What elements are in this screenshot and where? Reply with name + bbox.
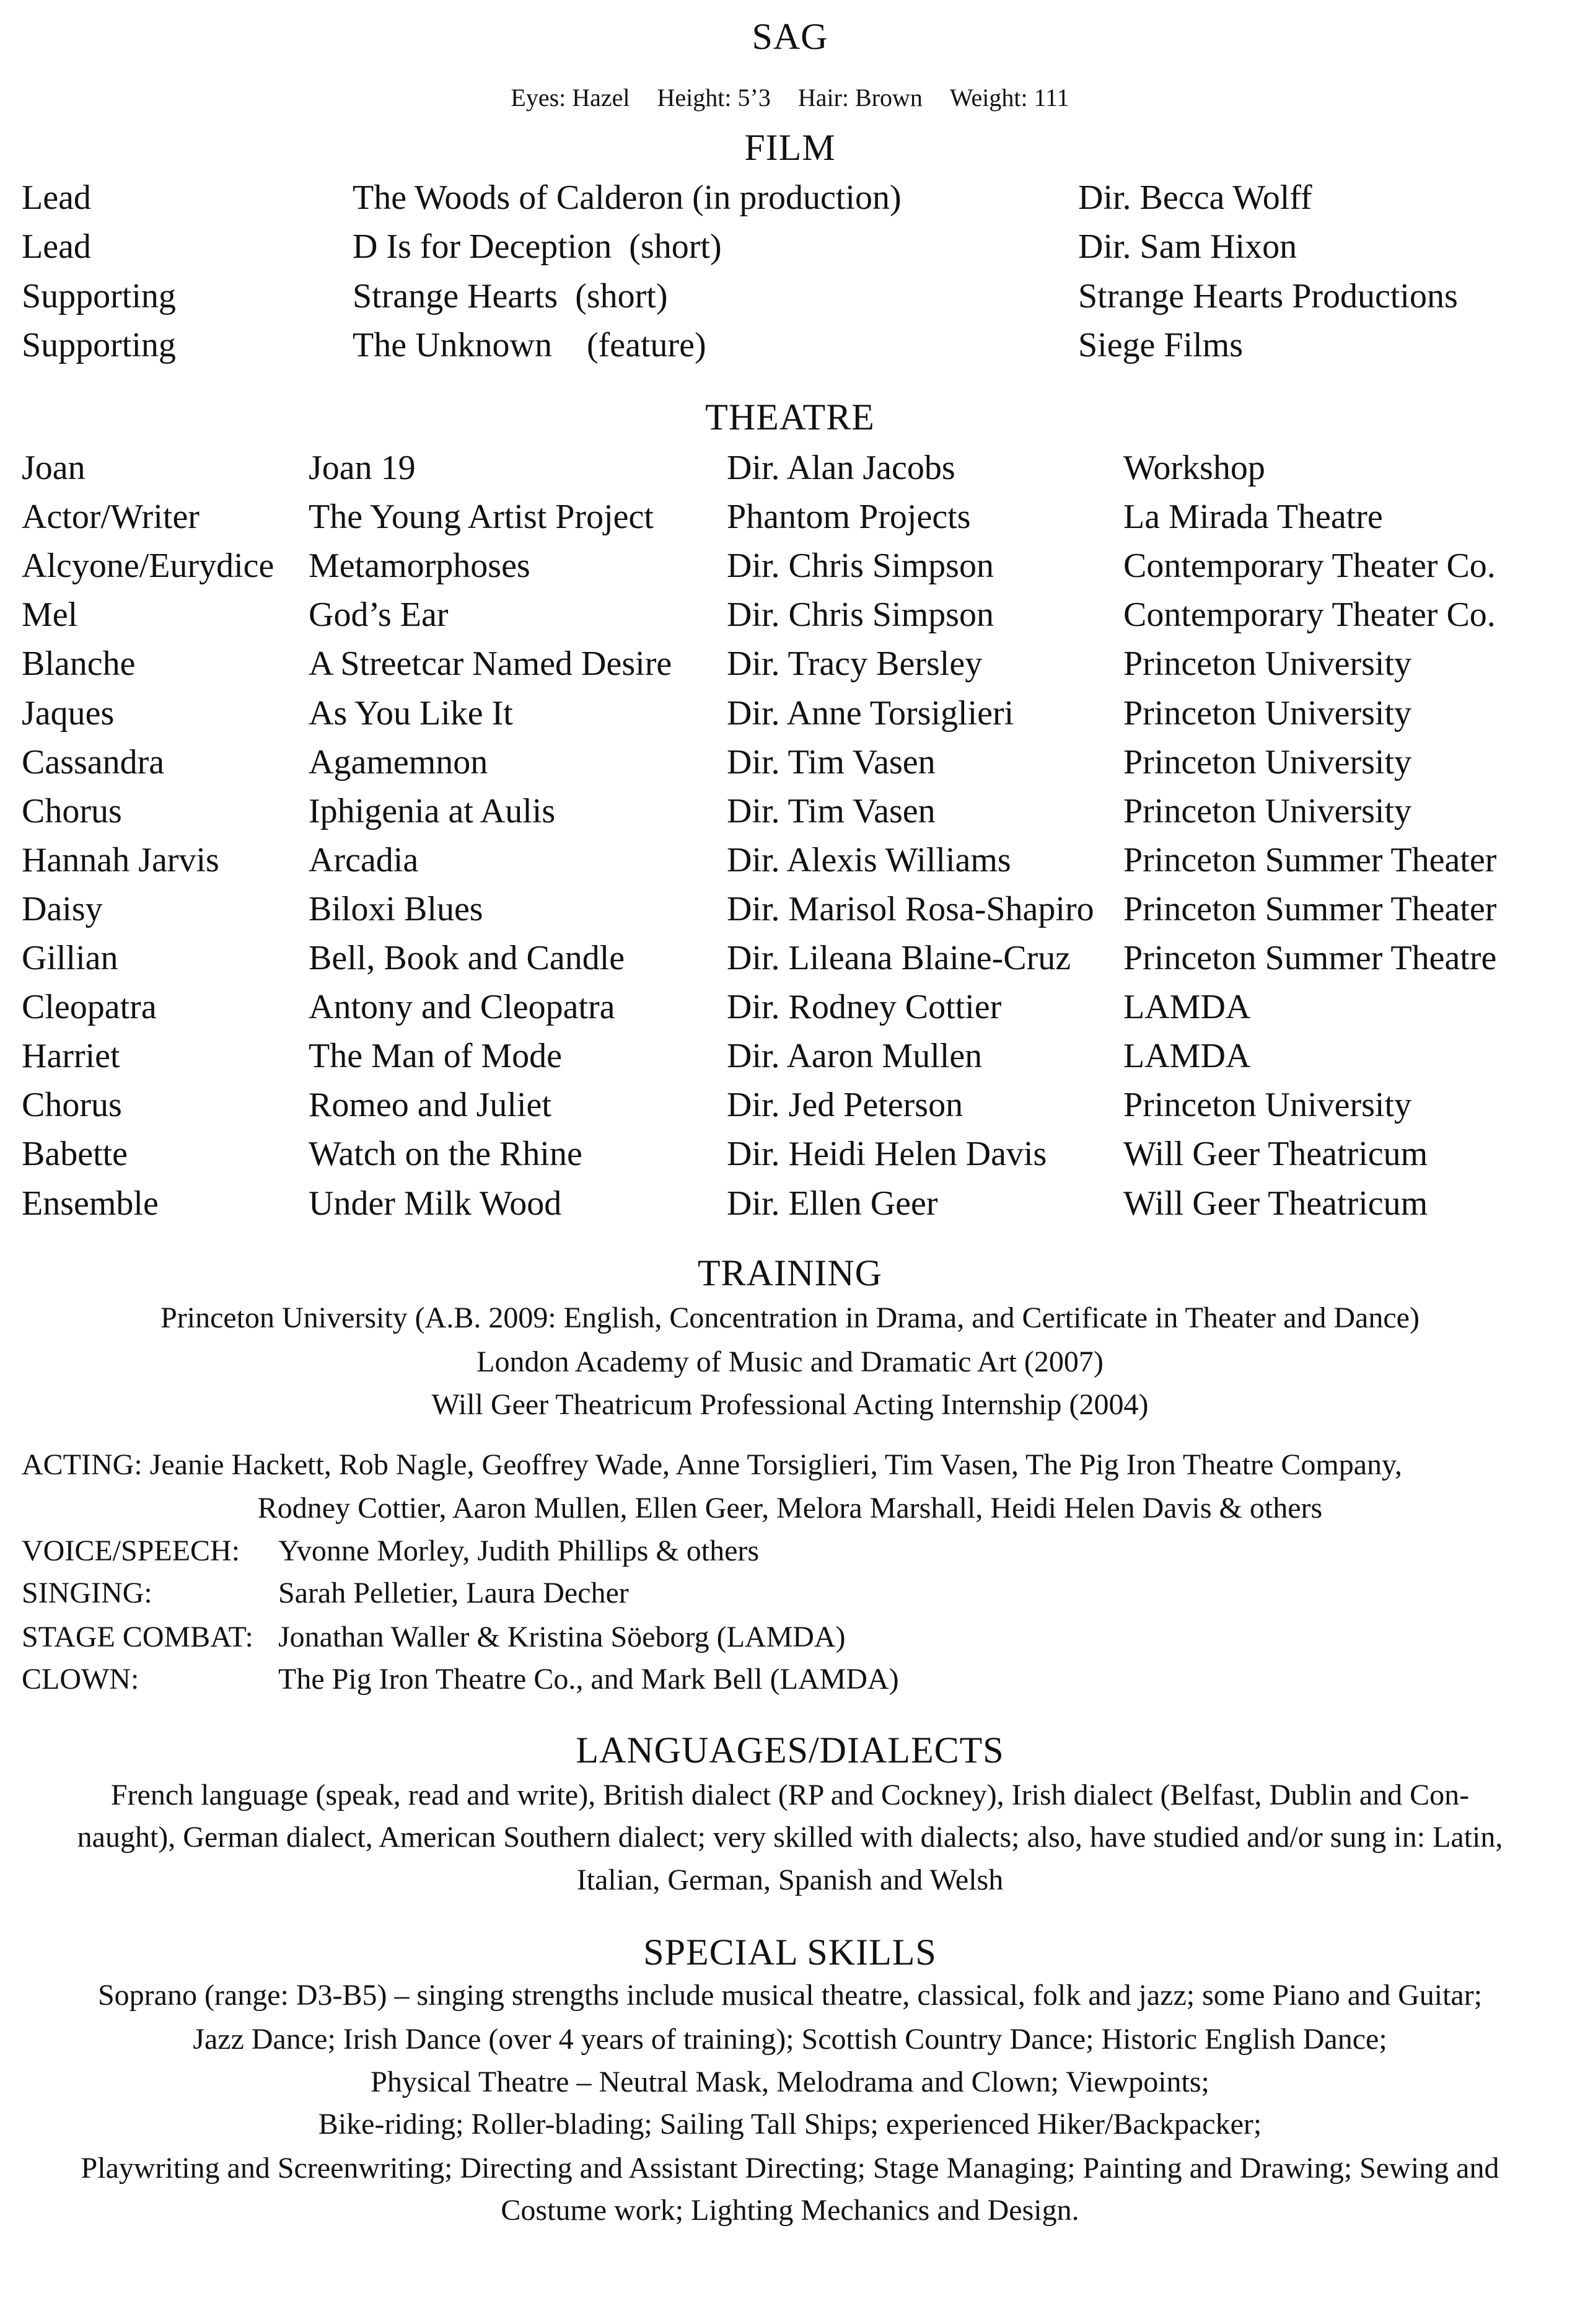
film-credit-row (0, 275, 1580, 318)
credit-director: Dir. Ellen Geer (727, 1184, 938, 1223)
credit-title: Biloxi Blues (309, 889, 483, 928)
credit-venue: Princeton University (1123, 693, 1412, 733)
skills-line: Soprano (range: D3-B5) – singing strengths include musical theatre, classical, folk and jazz; some Piano and Guitar; (97, 1979, 1483, 2012)
stat-eyes: Eyes: Hazel (511, 84, 630, 112)
credit-role: Supporting (22, 325, 176, 364)
film-credit-row (0, 176, 1580, 219)
credit-title: As You Like It (309, 693, 513, 733)
theatre-credit-row (0, 544, 1580, 588)
theatre-credit-row (0, 446, 1580, 490)
teacher-names: Sarah Pelletier, Laura Decher (278, 1577, 629, 1609)
training-teacher-row (0, 1618, 1580, 1657)
credit-venue: LAMDA (1123, 988, 1251, 1027)
theatre-credit-row (0, 741, 1580, 784)
physical-stats (0, 82, 1580, 113)
credit-title: The Man of Mode (309, 1037, 563, 1076)
training-acting-line: Rodney Cottier, Aaron Mullen, Ellen Geer, Melora Marshall, Heidi Helen Davis & others (257, 1492, 1323, 1525)
credit-director: Dir. Alan Jacobs (727, 449, 955, 487)
theatre-credit-row (0, 495, 1580, 539)
credit-venue: Princeton University (1123, 1086, 1412, 1125)
theatre-credit-row (0, 692, 1580, 735)
credit-director: Dir. Becca Wolff (1078, 178, 1312, 217)
credit-venue: Workshop (1123, 449, 1265, 487)
credit-title: A Streetcar Named Desire (309, 645, 672, 684)
credit-title: Romeo and Juliet (309, 1086, 551, 1125)
theatre-credit-row (0, 1034, 1580, 1078)
section-heading-skills: SPECIAL SKILLS (643, 1932, 937, 1973)
credit-role: Joan (22, 449, 86, 487)
credit-role: Supporting (22, 276, 176, 315)
credit-title: D Is for Deception (short) (353, 227, 722, 266)
section-heading-languages: LANGUAGES/DIALECTS (576, 1730, 1004, 1771)
credit-director: Dir. Alexis Williams (727, 840, 1011, 879)
credit-director: Dir. Sam Hixon (1078, 227, 1297, 266)
section-heading-training: TRAINING (698, 1252, 882, 1293)
credit-director: Dir. Tracy Bersley (727, 645, 983, 684)
union-heading: SAG (752, 16, 828, 57)
skills-line: Playwriting and Screenwriting; Directing and Assistant Directing; Stage Managing; Painting and Drawing; Sewing and (81, 2152, 1499, 2185)
training-teacher-row (0, 1574, 1580, 1613)
languages-line: French language (speak, read and write), British dialect (RP and Cockney), Irish dialect (Belfast, Dublin and Con- (110, 1779, 1470, 1811)
teacher-names: The Pig Iron Theatre Co., and Mark Bell (LAMDA) (278, 1663, 899, 1696)
training-acting-line: ACTING: Jeanie Hackett, Rob Nagle, Geoffrey Wade, Anne Torsiglieri, Tim Vasen, The Pig Iron Theatre Company, (22, 1448, 1402, 1481)
credit-role: Blanche (22, 645, 136, 684)
credit-venue: LAMDA (1123, 1037, 1251, 1076)
credit-role: Daisy (22, 889, 103, 928)
credit-venue: Will Geer Theatricum (1123, 1184, 1428, 1223)
credit-title: Agamemnon (309, 742, 488, 781)
credit-role: Mel (22, 596, 78, 635)
theatre-credit-row (0, 887, 1580, 931)
credit-venue: Princeton University (1123, 742, 1412, 781)
credit-director: Dir. Chris Simpson (727, 547, 994, 586)
credit-role: Lead (22, 227, 91, 266)
credit-venue: Contemporary Theater Co. (1123, 547, 1496, 586)
credit-venue: Will Geer Theatricum (1123, 1135, 1428, 1174)
credit-title: Joan 19 (309, 449, 416, 487)
credit-director: Phantom Projects (727, 498, 971, 537)
skills-line: Bike-riding; Roller-blading; Sailing Tall Ships; experienced Hiker/Backpacker; (318, 2108, 1262, 2141)
credit-venue: Princeton Summer Theatre (1123, 939, 1497, 977)
teacher-category: CLOWN: (22, 1663, 139, 1696)
credit-role: Cleopatra (22, 988, 157, 1027)
credit-venue: Princeton Summer Theater (1123, 889, 1497, 928)
film-credit-row (0, 225, 1580, 268)
credit-venue: La Mirada Theatre (1123, 498, 1383, 537)
credit-director: Dir. Heidi Helen Davis (727, 1135, 1047, 1174)
credit-director: Dir. Aaron Mullen (727, 1037, 983, 1076)
credit-venue: Princeton Summer Theater (1123, 840, 1497, 879)
languages-line: Italian, German, Spanish and Welsh (576, 1864, 1004, 1896)
credit-director: Dir. Anne Torsiglieri (727, 693, 1014, 733)
credit-director: Dir. Rodney Cottier (727, 988, 1002, 1027)
teacher-names: Jonathan Waller & Kristina Söeborg (LAMDA) (278, 1621, 846, 1653)
stat-height: Height: 5’3 (657, 84, 771, 112)
training-teacher-row (0, 1532, 1580, 1570)
credit-role: Alcyone/Eurydice (22, 547, 274, 586)
credit-title: The Unknown (feature) (353, 325, 706, 364)
theatre-credit-row (0, 593, 1580, 636)
theatre-credit-row (0, 985, 1580, 1029)
credit-venue: Contemporary Theater Co. (1123, 596, 1496, 635)
credit-title: Strange Hearts (short) (353, 276, 668, 315)
credit-venue: Princeton University (1123, 791, 1412, 830)
skills-line: Physical Theatre – Neutral Mask, Melodrama and Clown; Viewpoints; (371, 2066, 1209, 2098)
credit-role: Lead (22, 178, 91, 217)
credit-director: Strange Hearts Productions (1078, 276, 1458, 315)
skills-line: Jazz Dance; Irish Dance (over 4 years of training); Scottish Country Dance; Historic English Dance; (193, 2023, 1387, 2056)
teacher-names: Yvonne Morley, Judith Phillips & others (278, 1534, 760, 1567)
credit-director: Dir. Lileana Blaine-Cruz (727, 939, 1071, 977)
stat-weight: Weight: 111 (949, 84, 1069, 112)
credit-title: Watch on the Rhine (309, 1135, 582, 1174)
credit-role: Ensemble (22, 1184, 159, 1223)
training-school: Will Geer Theatricum Professional Acting Internship (2004) (431, 1388, 1149, 1421)
section-heading-film: FILM (744, 127, 836, 168)
section-heading-theatre: THEATRE (705, 397, 875, 438)
teacher-category: VOICE/SPEECH: (22, 1534, 240, 1567)
credit-director: Dir. Marisol Rosa-Shapiro (727, 889, 1094, 928)
film-credit-row (0, 324, 1580, 367)
credit-role: Chorus (22, 791, 122, 830)
credit-role: Jaques (22, 693, 115, 733)
theatre-credit-row (0, 936, 1580, 980)
credit-director: Dir. Tim Vasen (727, 742, 936, 781)
stat-hair: Hair: Brown (797, 84, 923, 112)
teacher-category: STAGE COMBAT: (22, 1621, 253, 1653)
training-school: Princeton University (A.B. 2009: English, Concentration in Drama, and Certificate in Theater and Dance) (160, 1301, 1420, 1334)
credit-director: Dir. Jed Peterson (727, 1086, 963, 1125)
credit-title: Bell, Book and Candle (309, 939, 625, 977)
credit-director: Dir. Chris Simpson (727, 596, 994, 635)
credit-title: Arcadia (309, 840, 419, 879)
theatre-credit-row (0, 838, 1580, 882)
theatre-credit-row (0, 1182, 1580, 1225)
theatre-credit-row (0, 790, 1580, 833)
theatre-credit-row (0, 642, 1580, 685)
credit-director: Dir. Tim Vasen (727, 791, 936, 830)
credit-venue: Princeton University (1123, 645, 1412, 684)
theatre-credit-row (0, 1083, 1580, 1127)
languages-line: naught), German dialect, American Southern dialect; very skilled with dialects; also, have studied and/or sung in: Latin, (77, 1821, 1503, 1854)
credit-role: Gillian (22, 939, 118, 977)
teacher-category: SINGING: (22, 1577, 152, 1609)
credit-title: The Young Artist Project (309, 498, 654, 537)
credit-role: Babette (22, 1135, 128, 1174)
credit-role: Hannah Jarvis (22, 840, 219, 879)
credit-title: God’s Ear (309, 596, 449, 635)
credit-title: The Woods of Calderon (in production) (353, 178, 902, 217)
credit-title: Metamorphoses (309, 547, 530, 586)
credit-title: Iphigenia at Aulis (309, 791, 556, 830)
credit-title: Under Milk Wood (309, 1184, 562, 1223)
training-school: London Academy of Music and Dramatic Art (2007) (476, 1345, 1104, 1378)
credit-role: Harriet (22, 1037, 120, 1076)
training-teacher-row (0, 1660, 1580, 1699)
credit-director: Siege Films (1078, 325, 1244, 364)
credit-role: Cassandra (22, 742, 165, 781)
credit-title: Antony and Cleopatra (309, 988, 615, 1027)
skills-line: Costume work; Lighting Mechanics and Design. (501, 2194, 1079, 2227)
credit-role: Chorus (22, 1086, 122, 1125)
credit-role: Actor/Writer (22, 498, 200, 537)
theatre-credit-row (0, 1132, 1580, 1176)
